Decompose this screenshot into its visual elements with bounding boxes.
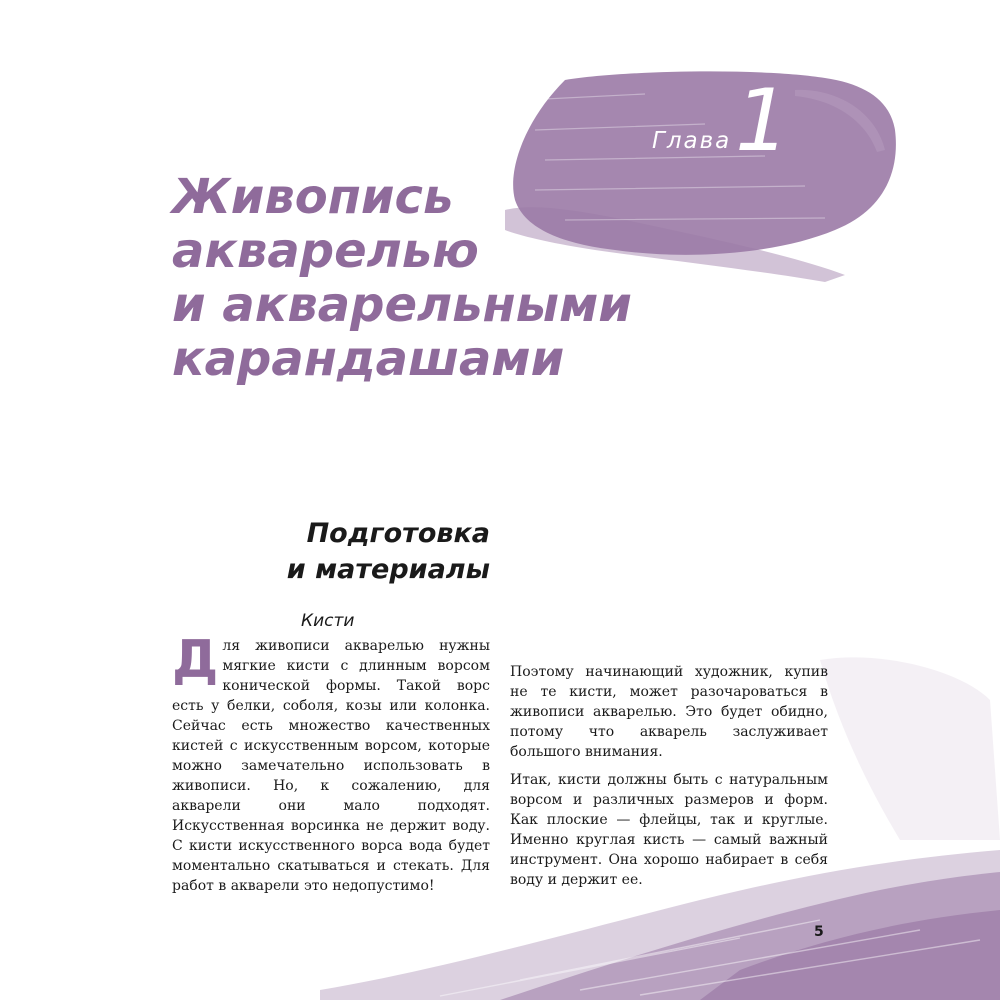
paragraph-text: ля живописи акварелью нужны мягкие кисти с длинным ворсом конической формы. Такой ворс есть у белки, соболя, козы или колонка. Сейчас есть множество качественных кистей с искусственным ворсом, которые можно замечательно использовать в живописи. Но, к сожалению, для акварели они мало подходят. Искусственная ворсинка не держит воду. С кисти искусственного ворса вода будет моментально скатываться и стекать. Для работ в акварели это недопустимо! — [172, 638, 490, 894]
drop-cap: Д — [172, 630, 219, 690]
body-column-right — [510, 662, 828, 890]
chapter-title — [172, 170, 732, 386]
chapter-number: 1 — [735, 71, 790, 171]
subsection-title: Кисти — [301, 611, 355, 631]
body-column-left — [172, 630, 490, 896]
chapter-title-line: Живопись — [172, 169, 454, 225]
paragraph — [172, 630, 490, 896]
paragraph: Поэтому начинающий художник, купив не те кисти, может разочароваться в живописи акварелью. Это будет обидно, потому что акварель заслуживает большого внимания. — [510, 664, 828, 760]
section-title-line: и материалы — [286, 554, 490, 585]
chapter-title-line: карандашами — [172, 331, 565, 387]
chapter-title-line: акварелью — [172, 223, 479, 279]
section-title — [240, 516, 490, 588]
chapter-title-line: и акварельными — [172, 277, 632, 333]
section-title-line: Подготовка — [306, 518, 490, 549]
chapter-label: Глава — [652, 128, 732, 154]
paragraph: Итак, кисти должны быть с натуральным ворсом и различных размеров и форм. Как плоские — флейцы, так и круглые. Именно круглая кисть — самый важный инструмент. Она хорошо набирает в себя воду и держит ее. — [510, 772, 828, 888]
page-number: 5 — [814, 924, 824, 940]
